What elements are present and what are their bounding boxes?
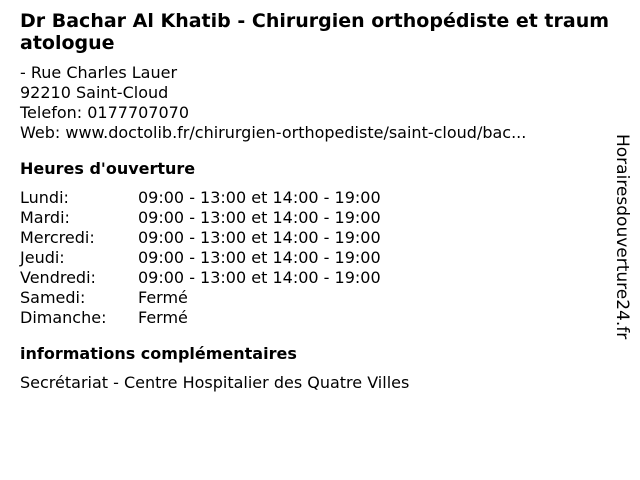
hours-row bbox=[20, 248, 381, 268]
street-address: - Rue Charles Lauer bbox=[20, 63, 178, 82]
hours-value: 09:00 - 13:00 et 14:00 - 19:00 bbox=[138, 268, 381, 287]
hours-row bbox=[20, 188, 381, 208]
day-label: Mardi: bbox=[20, 208, 70, 227]
hours-value: 09:00 - 13:00 et 14:00 - 19:00 bbox=[138, 228, 381, 247]
day-label: Mercredi: bbox=[20, 228, 95, 247]
page-title: Dr Bachar Al Khatib - Chirurgien orthopédiste et traumatologue bbox=[20, 10, 610, 54]
hours-row bbox=[20, 268, 381, 288]
hours-row bbox=[20, 208, 381, 228]
day-label: Lundi: bbox=[20, 188, 69, 207]
hours-value: 09:00 - 13:00 et 14:00 - 19:00 bbox=[138, 188, 381, 207]
address-block bbox=[20, 63, 610, 143]
day-label: Samedi: bbox=[20, 288, 86, 307]
hours-value: Fermé bbox=[138, 308, 188, 327]
day-label: Jeudi: bbox=[20, 248, 65, 267]
site-watermark: Horairesdouverture24.fr bbox=[612, 134, 632, 340]
hours-value: 09:00 - 13:00 et 14:00 - 19:00 bbox=[138, 248, 381, 267]
opening-hours-table bbox=[20, 188, 381, 328]
business-card bbox=[20, 10, 610, 393]
additional-info-text: Secrétariat - Centre Hospitalier des Quatre Villes bbox=[20, 373, 410, 392]
additional-info-heading: informations complémentaires bbox=[20, 344, 297, 363]
website: Web: www.doctolib.fr/chirurgien-orthopediste/saint-cloud/bac... bbox=[20, 123, 527, 142]
hours-row bbox=[20, 308, 381, 328]
phone-number: Telefon: 0177707070 bbox=[20, 103, 190, 122]
day-label: Dimanche: bbox=[20, 308, 107, 327]
hours-value: 09:00 - 13:00 et 14:00 - 19:00 bbox=[138, 208, 381, 227]
hours-row bbox=[20, 288, 381, 308]
hours-row bbox=[20, 228, 381, 248]
opening-hours-heading: Heures d'ouverture bbox=[20, 159, 196, 178]
hours-value: Fermé bbox=[138, 288, 188, 307]
day-label: Vendredi: bbox=[20, 268, 96, 287]
city: 92210 Saint-Cloud bbox=[20, 83, 169, 102]
